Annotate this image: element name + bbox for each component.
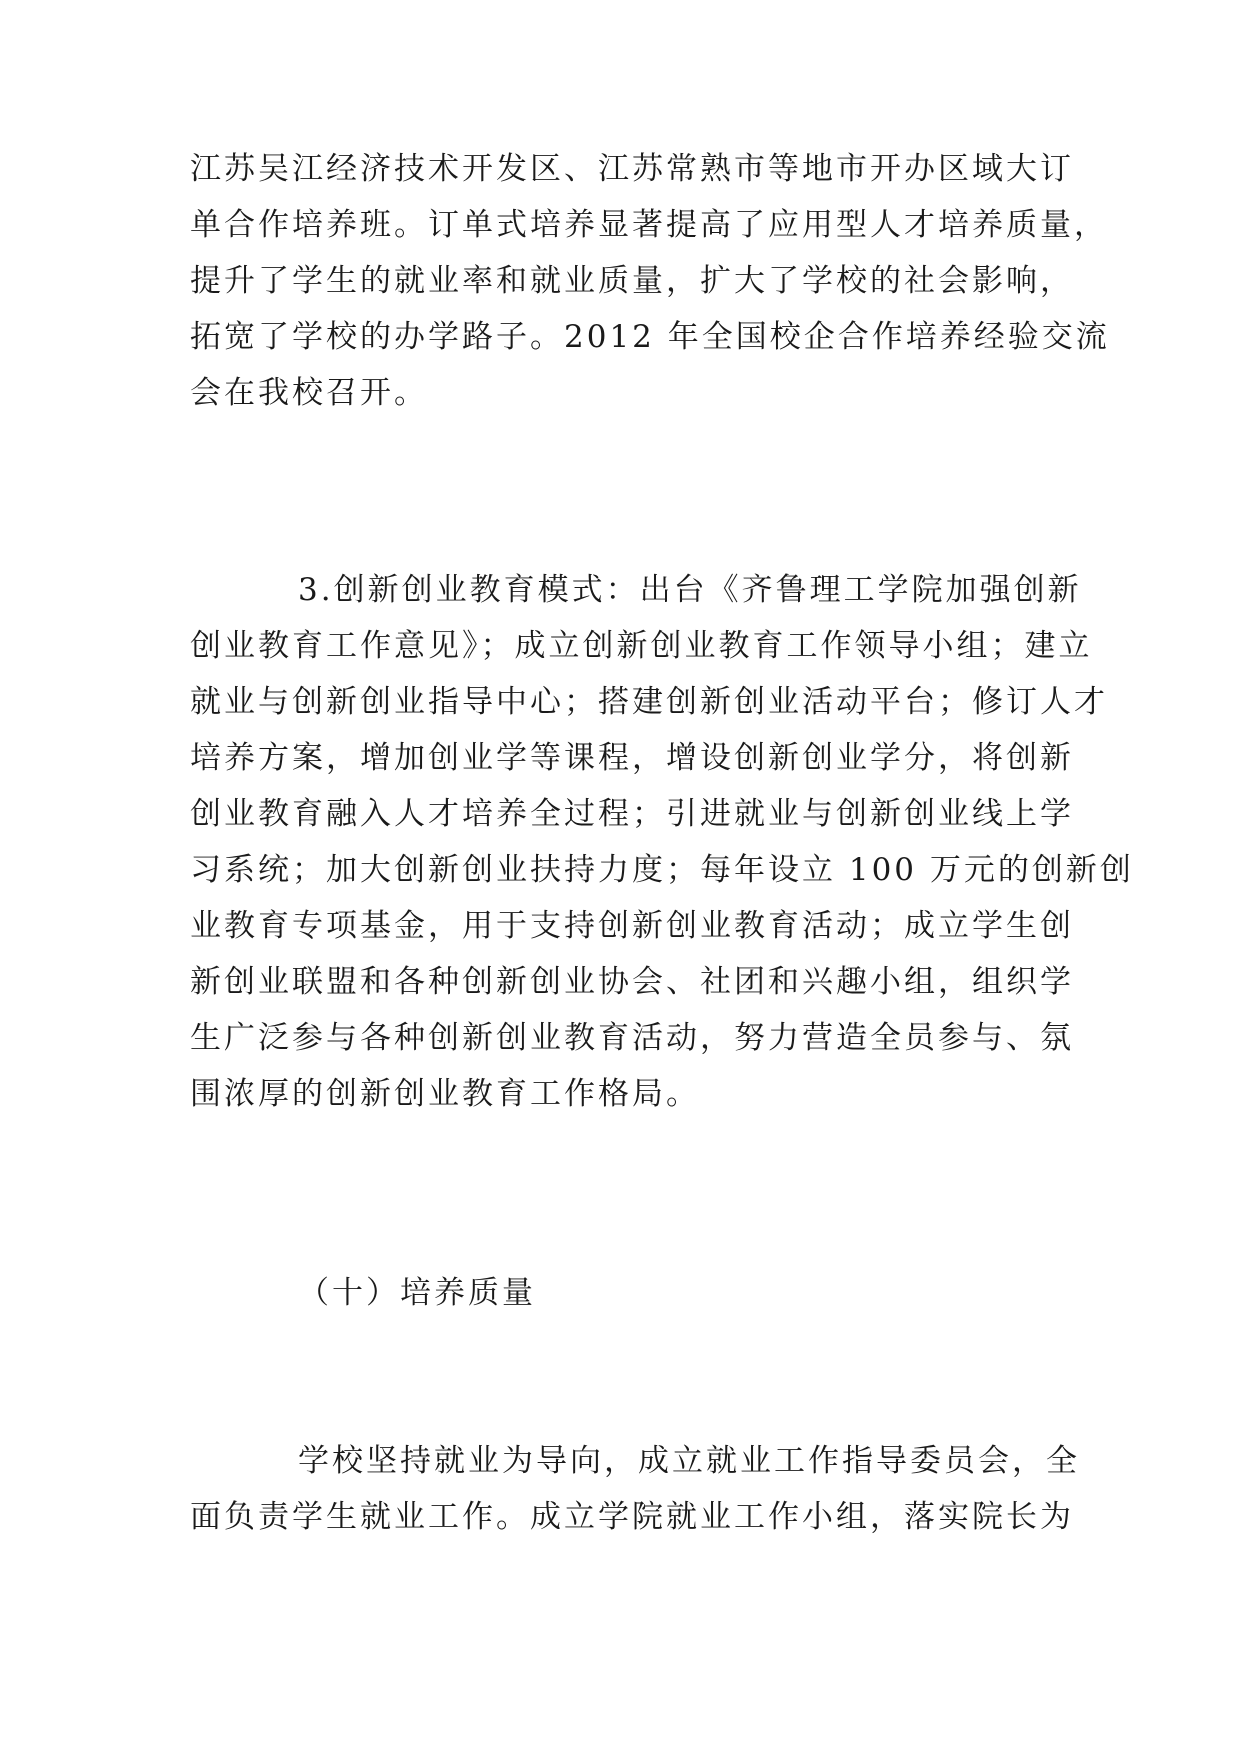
paragraph-2-line-8: 新创业联盟和各种创新创业协会、社团和兴趣小组，组织学 [190, 964, 1074, 1000]
paragraph-1-line-3: 提升了学生的就业率和就业质量，扩大了学校的社会影响， [190, 263, 1074, 299]
paragraph-1-line-4: 拓宽了学校的办学路子。2012 年全国校企合作培养经验交流 [190, 319, 1110, 355]
paragraph-3-line-2: 面负责学生就业工作。成立学院就业工作小组，落实院长为 [190, 1499, 1074, 1535]
paragraph-1-line-1: 江苏吴江经济技术开发区、江苏常熟市等地市开办区域大订 [190, 151, 1074, 187]
paragraph-2-line-3: 就业与创新创业指导中心；搭建创新创业活动平台；修订人才 [190, 684, 1108, 720]
paragraph-2-line-1: 3.创新创业教育模式：出台《齐鲁理工学院加强创新 [298, 572, 1082, 608]
paragraph-2-line-6: 习系统；加大创新创业扶持力度；每年设立 100 万元的创新创 [190, 852, 1134, 888]
paragraph-1-line-2: 单合作培养班。订单式培养显著提高了应用型人才培养质量， [190, 207, 1108, 243]
paragraph-3-line-1: 学校坚持就业为导向，成立就业工作指导委员会，全 [298, 1443, 1080, 1479]
section-heading: （十）培养质量 [298, 1275, 536, 1311]
paragraph-2-line-2: 创业教育工作意见》；成立创新创业教育工作领导小组；建立 [190, 628, 1093, 664]
paragraph-2-line-9: 生广泛参与各种创新创业教育活动，努力营造全员参与、氛 [190, 1020, 1074, 1056]
paragraph-2-line-10: 围浓厚的创新创业教育工作格局。 [190, 1076, 700, 1112]
paragraph-2-line-5: 创业教育融入人才培养全过程；引进就业与创新创业线上学 [190, 796, 1074, 832]
paragraph-2-line-7: 业教育专项基金，用于支持创新创业教育活动；成立学生创 [190, 908, 1074, 944]
paragraph-2-line-4: 培养方案，增加创业学等课程，增设创新创业学分，将创新 [190, 740, 1074, 776]
paragraph-1-line-5: 会在我校召开。 [190, 375, 428, 411]
